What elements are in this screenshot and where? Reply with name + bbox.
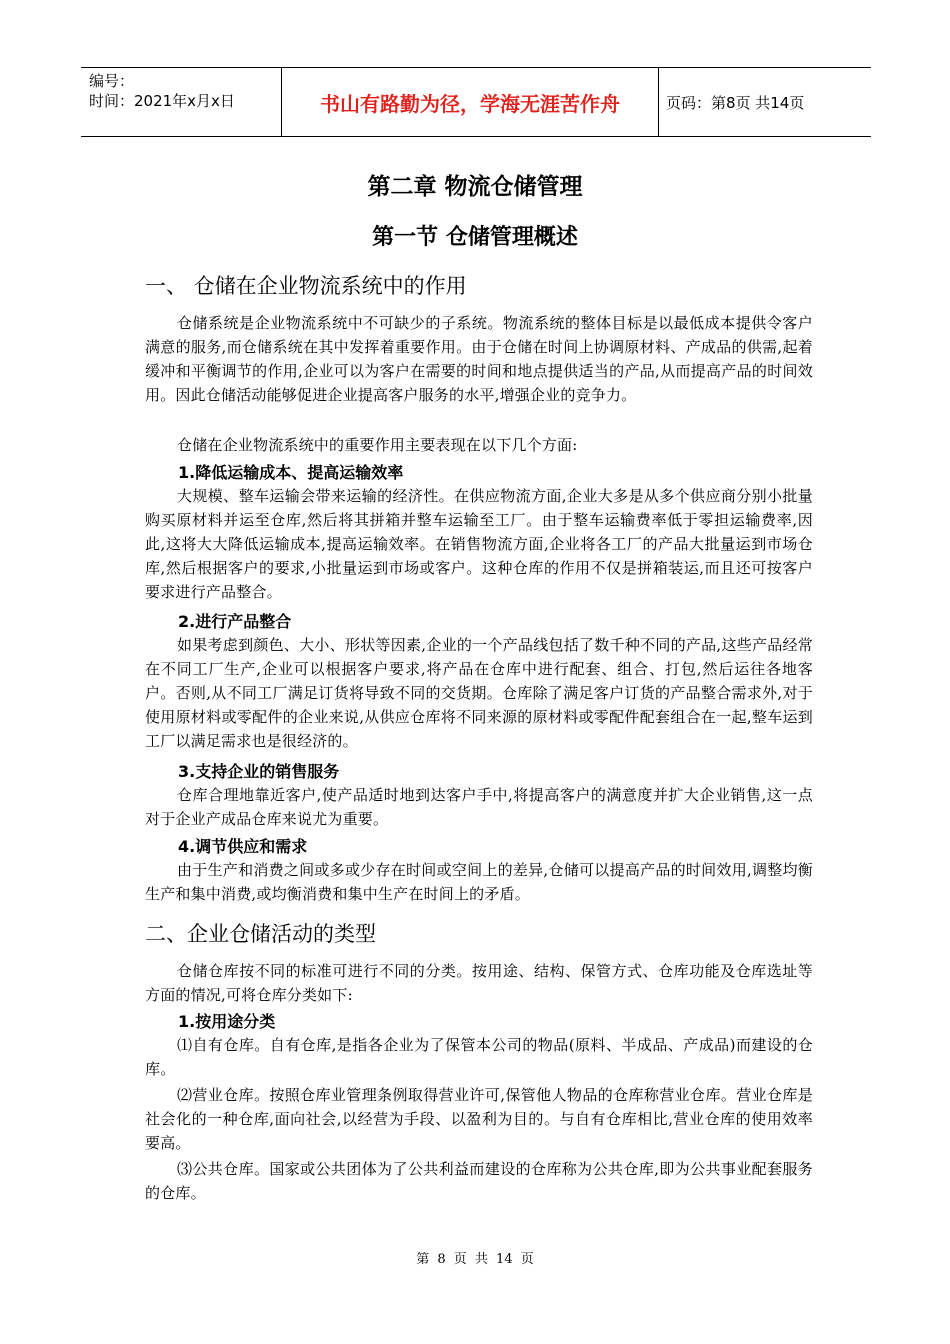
part1-lead: 仓储在企业物流系统中的重要作用主要表现在以下几个方面:	[177, 436, 578, 454]
section-title: 第一节 仓储管理概述	[372, 225, 578, 250]
part2-intro: 仓储仓库按不同的标准可进行不同的分类。按用途、结构、保管方式、仓库功能及仓库选址等方面的情况,可将仓库分类如下:	[145, 962, 813, 1004]
list-item: ⑵营业仓库。按照仓库业管理条例取得营业许可,保管他人物品的仓库称营业仓库。营业仓库是社会化的一种仓库,面向社会,以经营为手段、以盈利为目的。与自有仓库相比,营业仓库的使用效率要高。	[145, 1086, 813, 1152]
item3-text: 仓库合理地靠近客户,使产品适时地到达客户手中,将提高客户的满意度并扩大企业销售,这一点对于企业产成品仓库来说尤为重要。	[145, 786, 813, 828]
page-footer: 第 8 页 共 14 页	[416, 1252, 534, 1267]
header-meta-cell	[81, 68, 281, 136]
number-label: 编号：	[89, 72, 135, 90]
document-header	[81, 67, 871, 137]
part2-subtitle: 1.按用途分类	[178, 1012, 276, 1031]
item4-text: 由于生产和消费之间或多或少存在时间或空间上的差异,仓储可以提高产品的时间效用,调整均衡生产和集中消费,或均衡消费和集中生产在时间上的矛盾。	[145, 861, 813, 903]
part2-heading: 二、企业仓储活动的类型	[145, 922, 376, 946]
list-item: ⑶公共仓库。国家或公共团体为了公共利益而建设的仓库称为公共仓库,即为公共事业配套服务的仓库。	[145, 1160, 813, 1202]
item2-text: 如果考虑到颜色、大小、形状等因素,企业的一个产品线包括了数千种不同的产品,这些产品经常在不同工厂生产,企业可以根据客户要求,将产品在仓库中进行配套、组合、打包,然后运往各地客户。否则,从不同工厂满足订货将导致不同的交货期。仓库除了满足客户订货的产品整合需求外,对于使用原材料或零配件的企业来说,从供应仓库将不同来源的原材料或零配件配套组合在一起,整车运到工厂以满足需求也是很经济的。	[145, 636, 813, 750]
header-divider	[658, 68, 659, 136]
date-label: 时间：2021年x月x日	[89, 92, 235, 110]
item2-title: 2.进行产品整合	[178, 612, 292, 631]
header-motto: 书山有路勤为径，学海无涯苦作舟	[320, 91, 620, 116]
item1-title: 1.降低运输成本、提高运输效率	[178, 463, 404, 482]
item4-title: 4.调节供应和需求	[178, 837, 308, 856]
chapter-title: 第二章 物流仓储管理	[367, 174, 583, 200]
item1-text: 大规模、整车运输会带来运输的经济性。在供应物流方面,企业大多是从多个供应商分别小批量购买原材料并运至仓库,然后将其拼箱并整车运输至工厂。由于整车运输费率低于零担运输费率,因此,这将大大降低运输成本,提高运输效率。在销售物流方面,企业将各工厂的产品大批量运到市场仓库,然后根据客户的要求,小批量运到市场或客户。这种仓库的作用不仅是拼箱装运,而且还可按客户要求进行产品整合。	[145, 487, 813, 601]
part1-heading: 一、 仓储在企业物流系统中的作用	[145, 274, 467, 298]
part1-intro: 仓储系统是企业物流系统中不可缺少的子系统。物流系统的整体目标是以最低成本提供令客户满意的服务,而仓储系统在其中发挥着重要作用。由于仓储在时间上协调原材料、产成品的供需,起着缓冲和平衡调节的作用,企业可以为客户在需要的时间和地点提供适当的产品,从而提高产品的时间效用。因此仓储活动能够促进企业提高客户服务的水平,增强企业的竞争力。	[145, 314, 813, 404]
list-item: ⑴自有仓库。自有仓库,是指各企业为了保管本公司的物品(原料、半成品、产成品)而建设的仓库。	[145, 1036, 813, 1078]
header-page-info: 页码：第8页 共14页	[666, 93, 805, 112]
item3-title: 3.支持企业的销售服务	[178, 762, 340, 781]
